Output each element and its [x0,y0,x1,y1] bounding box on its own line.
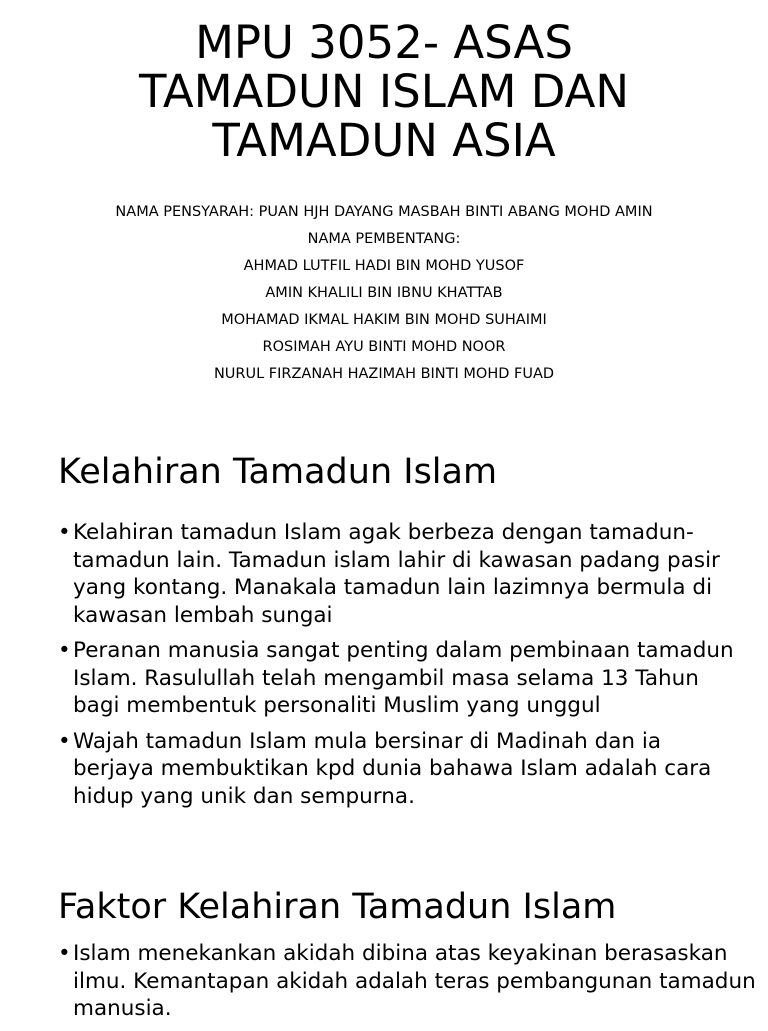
bullet-text-line: berjaya membuktikan kpd dunia bahawa Islam adalah cara [73,756,712,781]
presenter-name: AHMAD LUTFIL HADI BIN MOHD YUSOF [243,258,525,274]
bullet-icon: • [58,941,71,966]
bullet-text-line: Kelahiran tamadun Islam agak berbeza dengan tamadun- [73,520,694,545]
title-line: TAMADUN ISLAM DAN [138,65,630,118]
presenter-name: NURUL FIRZANAH HAZIMAH BINTI MOHD FUAD [213,366,555,382]
presenters-label: NAMA PEMBENTANG: [307,231,461,247]
bullet-item [58,940,756,1023]
bullet-icon: • [58,728,71,754]
bullet-text-line: ilmu. Kemantapan akidah adalah teras pembangunan tamadun [73,968,756,994]
bullet-icon: • [58,520,71,545]
section-heading: Kelahiran Tamadun Islam [58,452,498,492]
document-title [0,18,768,165]
bullet-item [58,728,738,811]
bullet-text-line: yang kontang. Manakala tamadun lain lazimnya bermula di [73,575,713,600]
author-info [0,199,768,388]
section-heading: Faktor Kelahiran Tamadun Islam [58,887,617,927]
title-line: MPU 3052- ASAS [195,16,573,69]
presenter-name: MOHAMAD IKMAL HAKIM BIN MOHD SUHAIMI [221,312,547,328]
bullet-text-line: Peranan manusia sangat penting dalam pembinaan tamadun [73,638,734,663]
bullet-text-line: bagi membentuk personaliti Muslim yang unggul [73,693,601,718]
presenter-name: AMIN KHALILI BIN IBNU KHATTAB [265,285,503,301]
bullet-text-line: Islam menekankan akidah dibina atas keyakinan berasaskan [73,941,728,966]
bullet-item [58,637,738,720]
bullet-text-line: hidup yang unik dan sempurna. [73,783,415,809]
bullet-icon: • [58,638,71,663]
title-line: TAMADUN ASIA [212,114,556,167]
bullet-text-line: manusia. [73,996,172,1021]
bullet-list [58,519,738,818]
bullet-text-line: Wajah tamadun Islam mula bersinar di Madinah dan ia [73,728,662,754]
bullet-text-line: tamadun lain. Tamadun islam lahir di kawasan padang pasir [73,547,720,573]
presenter-name: ROSIMAH AYU BINTI MOHD NOOR [262,339,506,355]
bullet-text-line: kawasan lembah sungai [73,602,333,628]
lecturer-name: NAMA PENSYARAH: PUAN HJH DAYANG MASBAH BINTI ABANG MOHD AMIN [115,204,653,220]
bullet-list [58,940,756,1031]
bullet-item [58,519,738,629]
bullet-text-line: Islam. Rasulullah telah mengambil masa selama 13 Tahun [73,665,699,691]
